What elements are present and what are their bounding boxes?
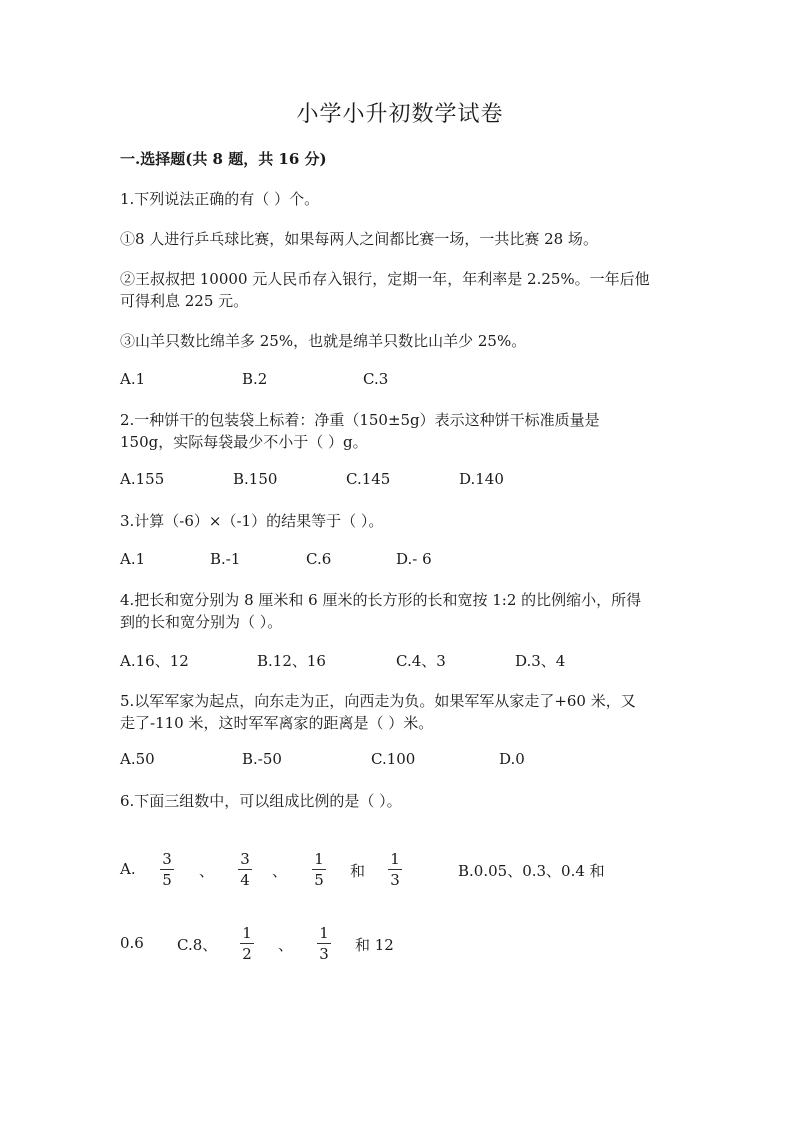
question-1-statement-2-cont: 可得利息 225 元。: [120, 292, 249, 310]
q1-option-c[interactable]: C.3: [363, 370, 389, 388]
fraction-denominator: 3: [319, 945, 329, 963]
question-1-stem: 1.下列说法正确的有（ ）个。: [120, 190, 320, 208]
q6-c-separator: 、: [278, 936, 294, 954]
q6-c-end: 和 12: [355, 936, 394, 954]
q6-c-fraction-1: [237, 924, 257, 963]
fraction-numerator: 1: [242, 924, 252, 942]
q6-c-fraction-2: [314, 924, 334, 963]
q6-a-and: 和: [350, 862, 366, 880]
question-3-stem: 3.计算（-6）×（-1）的结果等于（ ）。: [120, 512, 384, 530]
q6-option-b[interactable]: B.0.05、0.3、0.4 和: [458, 862, 605, 880]
q6-option-b-cont: 0.6: [120, 934, 144, 952]
question-4-stem: 4.把长和宽分别为 8 厘米和 6 厘米的长方形的长和宽按 1:2 的比例缩小，所得: [120, 591, 642, 609]
question-5-stem: 5.以军军家为起点，向东走为正，向西走为负。如果军军从家走了+60 米，又: [120, 692, 636, 710]
question-1-statement-2: ②王叔叔把 10000 元人民币存入银行，定期一年，年利率是 2.25%。一年后他: [120, 270, 650, 288]
q6-a-separator-1: 、: [199, 862, 215, 880]
q4-option-b[interactable]: B.12、16: [257, 652, 326, 670]
q2-option-b[interactable]: B.150: [233, 470, 278, 488]
q2-option-d[interactable]: D.140: [459, 470, 504, 488]
fraction-denominator: 2: [242, 945, 252, 963]
q5-option-b[interactable]: B.-50: [242, 750, 282, 768]
q6-a-fraction-4: [385, 850, 405, 889]
q3-option-d[interactable]: D.- 6: [396, 550, 432, 568]
fraction-denominator: 5: [162, 871, 172, 889]
question-2-stem: 2.一种饼干的包装袋上标着：净重（150±5g）表示这种饼干标准质量是: [120, 411, 600, 429]
fraction-denominator: 5: [314, 871, 324, 889]
q2-option-a[interactable]: A.155: [120, 470, 165, 488]
q3-option-c[interactable]: C.6: [306, 550, 332, 568]
section-heading: 一.选择题(共 8 题，共 16 分): [120, 150, 327, 168]
q6-a-separator-2: 、: [272, 862, 288, 880]
fraction-denominator: 4: [240, 871, 250, 889]
q2-option-c[interactable]: C.145: [346, 470, 391, 488]
q4-option-a[interactable]: A.16、12: [120, 652, 189, 670]
fraction-denominator: 3: [390, 871, 400, 889]
fraction-numerator: 1: [390, 850, 400, 868]
page-title: 小学小升初数学试卷: [296, 102, 504, 127]
fraction-numerator: 1: [319, 924, 329, 942]
question-2-stem-cont: 150g，实际每袋最少不小于（ ）g。: [120, 433, 368, 451]
q5-option-d[interactable]: D.0: [499, 750, 525, 768]
question-6-stem: 6.下面三组数中，可以组成比例的是（ ）。: [120, 792, 402, 810]
q6-a-fraction-3: [309, 850, 329, 889]
question-1-statement-1: ①8 人进行乒乓球比赛，如果每两人之间都比赛一场，一共比赛 28 场。: [120, 230, 598, 248]
fraction-bar: [312, 869, 326, 870]
q1-option-a[interactable]: A.1: [120, 370, 146, 388]
q4-option-c[interactable]: C.4、3: [396, 652, 446, 670]
fraction-bar: [238, 869, 252, 870]
q3-option-b[interactable]: B.-1: [210, 550, 241, 568]
fraction-bar: [240, 943, 254, 944]
q3-option-a[interactable]: A.1: [120, 550, 146, 568]
q6-option-c-label[interactable]: C.8、: [177, 936, 218, 954]
fraction-numerator: 3: [240, 850, 250, 868]
question-4-stem-cont: 到的长和宽分别为（ ）。: [120, 613, 283, 631]
fraction-numerator: 3: [162, 850, 172, 868]
fraction-bar: [388, 869, 402, 870]
q6-option-a-label[interactable]: A.: [120, 860, 136, 878]
q1-option-b[interactable]: B.2: [242, 370, 268, 388]
q4-option-d[interactable]: D.3、4: [515, 652, 566, 670]
question-5-stem-cont: 走了-110 米，这时军军离家的距离是（ ）米。: [120, 714, 434, 732]
q5-option-a[interactable]: A.50: [120, 750, 155, 768]
fraction-numerator: 1: [314, 850, 324, 868]
fraction-bar: [160, 869, 174, 870]
fraction-bar: [317, 943, 331, 944]
question-1-statement-3: ③山羊只数比绵羊多 25%，也就是绵羊只数比山羊少 25%。: [120, 332, 527, 350]
q6-a-fraction-2: [235, 850, 255, 889]
q5-option-c[interactable]: C.100: [371, 750, 416, 768]
q6-a-fraction-1: [157, 850, 177, 889]
